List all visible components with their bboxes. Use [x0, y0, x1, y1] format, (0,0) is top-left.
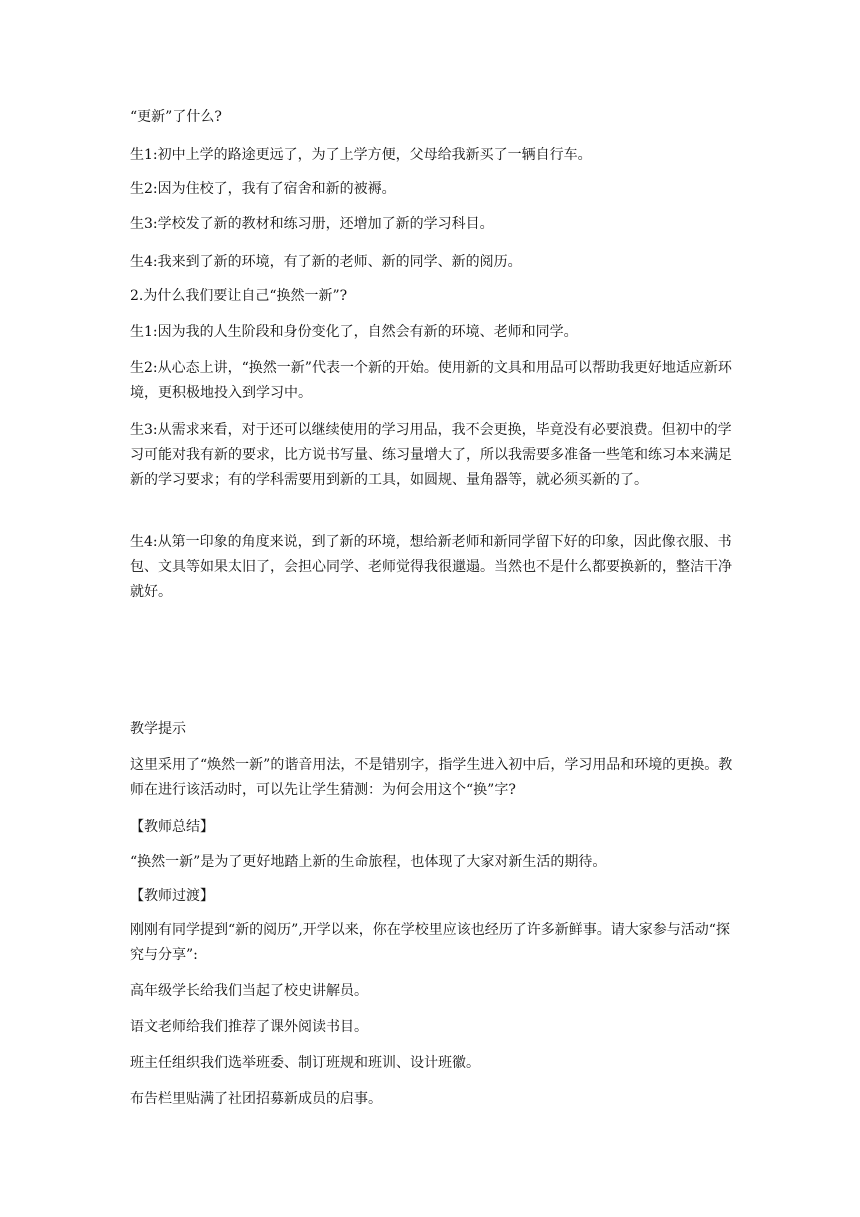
student-1-answer: 生1:初中上学的路途更远了，为了上学方便，父母给我新买了一辆自行车。: [130, 147, 592, 163]
teacher-summary-heading: 【教师总结】: [130, 819, 214, 835]
question-what-updated: “更新”了什么?: [130, 109, 222, 125]
example-item: 班主任组织我们选举班委、制订班规和班训、设计班徽。: [130, 1055, 480, 1071]
student-4-answer: 生4:我来到了新的环境，有了新的老师、新的同学、新的阅历。: [130, 254, 522, 270]
student-3-reason: 生3:从需求来看，对于还可以继续使用的学习用品，我不会更换，毕竟没有必要浪费。但初中的学习可能对我有新的要求，比方说书写量、练习量增大了，所以我需要多准备一些笔和练习本来满足新的学习要求；有的学科需要用到新的工具，如圆规、量角器等，就必须买新的了。: [130, 422, 732, 488]
example-item: 高年级学长给我们当起了校史讲解员。: [130, 983, 368, 999]
student-2-answer: 生2:因为住校了，我有了宿舍和新的被褥。: [130, 181, 396, 197]
teacher-summary-text: “换然一新”是为了更好地踏上新的生命旅程，也体现了大家对新生活的期待。: [130, 854, 607, 870]
student-1-reason: 生1:因为我的人生阶段和身份变化了，自然会有新的环境、老师和同学。: [130, 324, 578, 340]
teaching-tip-heading: 教学提示: [130, 721, 186, 737]
example-item: 布告栏里贴满了社团招募新成员的启事。: [130, 1091, 382, 1107]
teacher-transition-heading: 【教师过渡】: [130, 888, 214, 904]
student-2-reason: 生2:从心态上讲，“换然一新”代表一个新的开始。使用新的文具和用品可以帮助我更好地适应新环境，更积极地投入到学习中。: [130, 360, 732, 401]
teaching-tip-text: 这里采用了“焕然一新”的谐音用法，不是错别字，指学生进入初中后，学习用品和环境的更换。教师在进行该活动时，可以先让学生猜测：为何会用这个“换”字?: [130, 757, 733, 798]
teacher-transition-text: 刚刚有同学提到“新的阅历”,开学以来，你在学校里应该也经历了许多新鲜事。请大家参与活动“探究与分享”:: [130, 922, 730, 963]
student-4-reason: 生4:从第一印象的角度来说，到了新的环境，想给新老师和新同学留下好的印象，因此像衣服、书包、文具等如果太旧了，会担心同学、老师觉得我很邋遢。当然也不是什么都要换新的，整洁干净就好。: [130, 534, 732, 600]
example-item: 语文老师给我们推荐了课外阅读书目。: [130, 1019, 368, 1035]
student-3-answer: 生3:学校发了新的教材和练习册，还增加了新的学习科目。: [130, 216, 494, 232]
question-why-renew: 2.为什么我们要让自己“换然一新”?: [130, 288, 348, 304]
